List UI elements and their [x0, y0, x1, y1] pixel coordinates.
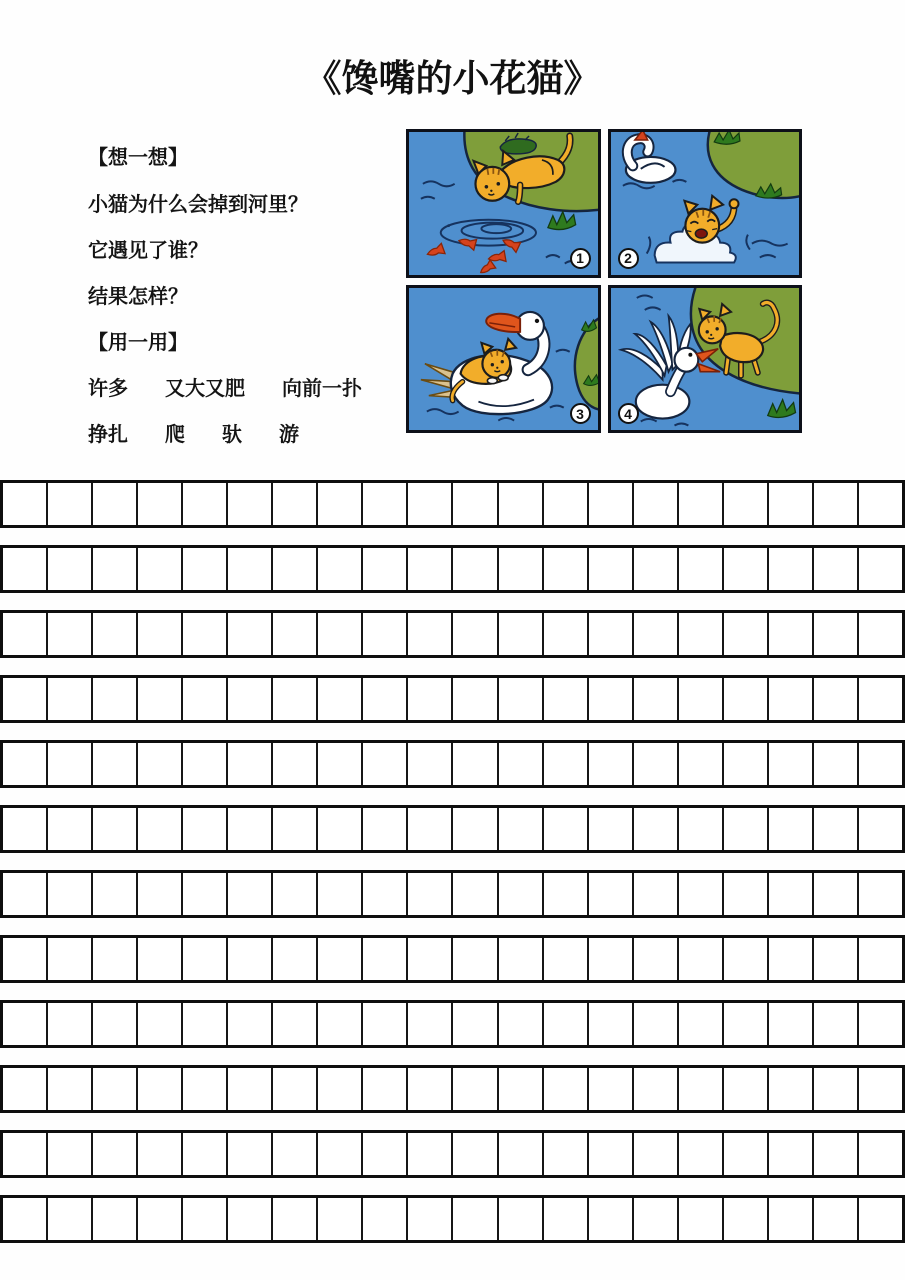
- writing-cell: [499, 1133, 544, 1175]
- writing-cell: [183, 1133, 228, 1175]
- writing-cell: [679, 548, 724, 590]
- writing-cell: [453, 1133, 498, 1175]
- writing-cell: [724, 873, 769, 915]
- writing-cell: [634, 743, 679, 785]
- writing-cell: [544, 548, 589, 590]
- writing-cell: [453, 613, 498, 655]
- writing-cell: [408, 873, 453, 915]
- writing-cell: [679, 613, 724, 655]
- writing-cell: [363, 548, 408, 590]
- writing-cell: [499, 938, 544, 980]
- writing-cell: [814, 873, 859, 915]
- writing-cell: [3, 548, 48, 590]
- writing-cell: [589, 808, 634, 850]
- writing-cell: [228, 873, 273, 915]
- writing-cell: [724, 938, 769, 980]
- writing-cell: [363, 938, 408, 980]
- writing-cell: [138, 873, 183, 915]
- writing-cell: [544, 938, 589, 980]
- writing-cell: [408, 1003, 453, 1045]
- writing-cell: [273, 938, 318, 980]
- writing-cell: [859, 483, 902, 525]
- writing-cell: [589, 1068, 634, 1110]
- writing-cell: [679, 483, 724, 525]
- writing-cell: [273, 873, 318, 915]
- writing-cell: [859, 873, 902, 915]
- use-words-row-1: [88, 372, 362, 401]
- writing-cell: [3, 1003, 48, 1045]
- goose-eye: [688, 352, 692, 356]
- writing-cell: [183, 808, 228, 850]
- writing-cell: [138, 1133, 183, 1175]
- writing-cell: [363, 873, 408, 915]
- writing-cell: [318, 678, 363, 720]
- writing-cell: [363, 1198, 408, 1240]
- writing-cell: [318, 1133, 363, 1175]
- writing-cell: [814, 743, 859, 785]
- writing-cell: [679, 678, 724, 720]
- writing-cell: [724, 808, 769, 850]
- writing-cell: [634, 873, 679, 915]
- writing-cell: [318, 1068, 363, 1110]
- writing-grid-row: [0, 480, 905, 528]
- writing-cell: [634, 1068, 679, 1110]
- writing-cell: [363, 808, 408, 850]
- writing-cell: [318, 548, 363, 590]
- writing-cell: [228, 808, 273, 850]
- writing-cell: [859, 808, 902, 850]
- writing-cell: [769, 1198, 814, 1240]
- writing-cell: [589, 743, 634, 785]
- writing-cell: [724, 1068, 769, 1110]
- writing-cell: [3, 1133, 48, 1175]
- writing-cell: [93, 613, 138, 655]
- writing-cell: [769, 1133, 814, 1175]
- writing-cell: [679, 1068, 724, 1110]
- writing-grid: [0, 480, 905, 1260]
- word-item: 挣扎: [88, 424, 128, 446]
- writing-cell: [814, 483, 859, 525]
- think-section-heading: 【想一想】: [88, 147, 188, 169]
- writing-cell: [859, 548, 902, 590]
- think-question-1: 小猫为什么会掉到河里？: [88, 194, 308, 216]
- writing-grid-row: [0, 1065, 905, 1113]
- writing-cell: [814, 678, 859, 720]
- writing-cell: [544, 483, 589, 525]
- writing-cell: [138, 678, 183, 720]
- writing-cell: [679, 743, 724, 785]
- writing-cell: [228, 743, 273, 785]
- use-section-heading: 【用一用】: [88, 332, 188, 354]
- writing-cell: [859, 1198, 902, 1240]
- writing-cell: [183, 873, 228, 915]
- writing-cell: [273, 808, 318, 850]
- writing-cell: [679, 938, 724, 980]
- writing-cell: [408, 613, 453, 655]
- writing-cell: [48, 1133, 93, 1175]
- writing-cell: [93, 808, 138, 850]
- writing-cell: [544, 613, 589, 655]
- writing-grid-row: [0, 545, 905, 593]
- writing-cell: [93, 483, 138, 525]
- writing-cell: [453, 1003, 498, 1045]
- writing-cell: [93, 1198, 138, 1240]
- writing-cell: [679, 808, 724, 850]
- word-item: 爬: [165, 424, 185, 446]
- writing-cell: [453, 1198, 498, 1240]
- writing-cell: [318, 1198, 363, 1240]
- writing-cell: [634, 1198, 679, 1240]
- writing-cell: [769, 808, 814, 850]
- writing-cell: [273, 1133, 318, 1175]
- word-item: 又大又肥: [165, 378, 245, 400]
- writing-cell: [318, 1003, 363, 1045]
- writing-cell: [634, 1003, 679, 1045]
- writing-cell: [679, 873, 724, 915]
- writing-cell: [544, 1133, 589, 1175]
- writing-cell: [48, 1003, 93, 1045]
- writing-cell: [228, 678, 273, 720]
- writing-grid-row: [0, 740, 905, 788]
- writing-cell: [318, 613, 363, 655]
- writing-cell: [138, 1068, 183, 1110]
- writing-cell: [363, 613, 408, 655]
- writing-cell: [453, 808, 498, 850]
- writing-cell: [453, 873, 498, 915]
- writing-cell: [499, 678, 544, 720]
- writing-cell: [3, 483, 48, 525]
- use-words-row-2: [88, 418, 299, 447]
- writing-cell: [228, 1133, 273, 1175]
- word-item: 游: [279, 424, 299, 446]
- writing-cell: [408, 483, 453, 525]
- writing-grid-row: [0, 610, 905, 658]
- writing-cell: [724, 1003, 769, 1045]
- writing-cell: [228, 613, 273, 655]
- panel-number-badge: 3: [570, 403, 591, 424]
- writing-cell: [453, 743, 498, 785]
- writing-cell: [544, 808, 589, 850]
- writing-cell: [634, 613, 679, 655]
- writing-cell: [814, 1133, 859, 1175]
- writing-cell: [228, 1198, 273, 1240]
- writing-cell: [589, 548, 634, 590]
- writing-cell: [724, 743, 769, 785]
- writing-cell: [769, 483, 814, 525]
- writing-cell: [544, 743, 589, 785]
- writing-cell: [138, 483, 183, 525]
- writing-cell: [408, 1133, 453, 1175]
- writing-cell: [634, 808, 679, 850]
- panel-number-badge: 2: [618, 248, 639, 269]
- writing-grid-row: [0, 870, 905, 918]
- writing-cell: [859, 678, 902, 720]
- writing-cell: [363, 743, 408, 785]
- writing-cell: [183, 613, 228, 655]
- writing-cell: [363, 1068, 408, 1110]
- writing-cell: [814, 1003, 859, 1045]
- panel-number-badge: 4: [618, 403, 639, 424]
- writing-cell: [724, 483, 769, 525]
- writing-cell: [724, 548, 769, 590]
- writing-cell: [183, 1198, 228, 1240]
- writing-cell: [679, 1133, 724, 1175]
- writing-cell: [453, 678, 498, 720]
- writing-cell: [183, 1068, 228, 1110]
- writing-cell: [48, 1198, 93, 1240]
- writing-cell: [724, 678, 769, 720]
- writing-cell: [859, 613, 902, 655]
- writing-cell: [3, 1198, 48, 1240]
- writing-cell: [408, 938, 453, 980]
- writing-cell: [48, 808, 93, 850]
- writing-cell: [589, 613, 634, 655]
- writing-cell: [859, 1133, 902, 1175]
- panel-number-badge: 1: [570, 248, 591, 269]
- writing-cell: [544, 873, 589, 915]
- writing-cell: [769, 938, 814, 980]
- writing-cell: [138, 743, 183, 785]
- writing-cell: [138, 1003, 183, 1045]
- writing-cell: [48, 938, 93, 980]
- writing-cell: [859, 1068, 902, 1110]
- writing-grid-row: [0, 1195, 905, 1243]
- writing-cell: [589, 1133, 634, 1175]
- writing-cell: [48, 1068, 93, 1110]
- writing-grid-row: [0, 1130, 905, 1178]
- writing-cell: [814, 808, 859, 850]
- writing-cell: [769, 548, 814, 590]
- writing-cell: [679, 1198, 724, 1240]
- writing-cell: [273, 1003, 318, 1045]
- panel-4-illustration: [611, 288, 800, 431]
- writing-cell: [634, 938, 679, 980]
- writing-cell: [499, 1068, 544, 1110]
- writing-cell: [589, 873, 634, 915]
- writing-cell: [814, 938, 859, 980]
- writing-cell: [363, 1133, 408, 1175]
- writing-cell: [634, 678, 679, 720]
- writing-cell: [453, 548, 498, 590]
- writing-cell: [93, 1133, 138, 1175]
- panel-1-illustration: [409, 132, 598, 275]
- writing-cell: [453, 483, 498, 525]
- writing-cell: [634, 548, 679, 590]
- writing-cell: [544, 678, 589, 720]
- writing-cell: [724, 613, 769, 655]
- writing-cell: [93, 1003, 138, 1045]
- writing-cell: [3, 873, 48, 915]
- writing-cell: [138, 808, 183, 850]
- writing-cell: [453, 1068, 498, 1110]
- writing-cell: [183, 548, 228, 590]
- word-item: 驮: [222, 424, 242, 446]
- writing-cell: [859, 1003, 902, 1045]
- writing-cell: [318, 808, 363, 850]
- writing-cell: [859, 938, 902, 980]
- writing-cell: [183, 743, 228, 785]
- writing-cell: [408, 808, 453, 850]
- writing-cell: [814, 613, 859, 655]
- writing-cell: [183, 483, 228, 525]
- writing-cell: [589, 1003, 634, 1045]
- writing-cell: [769, 1068, 814, 1110]
- writing-cell: [363, 1003, 408, 1045]
- writing-cell: [48, 548, 93, 590]
- writing-cell: [814, 1068, 859, 1110]
- writing-cell: [724, 1133, 769, 1175]
- writing-cell: [48, 873, 93, 915]
- writing-cell: [183, 1003, 228, 1045]
- writing-cell: [544, 1003, 589, 1045]
- writing-cell: [3, 1068, 48, 1110]
- writing-cell: [814, 1198, 859, 1240]
- writing-cell: [48, 743, 93, 785]
- writing-cell: [3, 808, 48, 850]
- writing-grid-row: [0, 805, 905, 853]
- writing-cell: [499, 548, 544, 590]
- writing-cell: [814, 548, 859, 590]
- think-question-3: 结果怎样？: [88, 286, 188, 308]
- writing-cell: [273, 483, 318, 525]
- writing-cell: [408, 1198, 453, 1240]
- comic-panel-3: [406, 285, 601, 434]
- writing-cell: [499, 808, 544, 850]
- writing-cell: [769, 613, 814, 655]
- writing-grid-row: [0, 935, 905, 983]
- comic-panel-4: [608, 285, 803, 434]
- writing-cell: [769, 1003, 814, 1045]
- writing-cell: [138, 548, 183, 590]
- writing-cell: [408, 548, 453, 590]
- writing-cell: [499, 613, 544, 655]
- writing-cell: [228, 548, 273, 590]
- writing-cell: [93, 548, 138, 590]
- writing-cell: [634, 1133, 679, 1175]
- writing-cell: [3, 613, 48, 655]
- worksheet-title: 《馋嘴的小花猫》: [304, 58, 601, 99]
- panel-2-illustration: [611, 132, 800, 275]
- writing-cell: [499, 1003, 544, 1045]
- writing-cell: [544, 1068, 589, 1110]
- writing-cell: [318, 483, 363, 525]
- writing-cell: [48, 613, 93, 655]
- writing-cell: [679, 1003, 724, 1045]
- comic-strip: [406, 129, 802, 433]
- writing-cell: [273, 1068, 318, 1110]
- writing-cell: [93, 938, 138, 980]
- writing-cell: [859, 743, 902, 785]
- writing-cell: [453, 938, 498, 980]
- writing-cell: [93, 743, 138, 785]
- water-dot: [447, 224, 450, 227]
- writing-cell: [408, 743, 453, 785]
- writing-cell: [589, 1198, 634, 1240]
- writing-cell: [769, 873, 814, 915]
- writing-cell: [499, 483, 544, 525]
- comic-panel-1: [406, 129, 601, 278]
- writing-cell: [183, 678, 228, 720]
- writing-cell: [273, 548, 318, 590]
- writing-cell: [273, 678, 318, 720]
- writing-cell: [408, 1068, 453, 1110]
- writing-cell: [228, 483, 273, 525]
- writing-cell: [724, 1198, 769, 1240]
- writing-cell: [634, 483, 679, 525]
- writing-cell: [273, 613, 318, 655]
- writing-cell: [138, 613, 183, 655]
- writing-cell: [499, 1198, 544, 1240]
- word-item: 向前一扑: [282, 378, 362, 400]
- writing-cell: [3, 743, 48, 785]
- writing-cell: [544, 1198, 589, 1240]
- think-question-2: 它遇见了谁？: [88, 240, 208, 262]
- writing-cell: [183, 938, 228, 980]
- writing-cell: [318, 743, 363, 785]
- writing-cell: [228, 1003, 273, 1045]
- writing-cell: [499, 743, 544, 785]
- writing-cell: [93, 873, 138, 915]
- writing-cell: [93, 1068, 138, 1110]
- writing-grid-row: [0, 675, 905, 723]
- goose-eye: [535, 318, 539, 322]
- writing-cell: [3, 938, 48, 980]
- writing-cell: [228, 1068, 273, 1110]
- writing-cell: [273, 1198, 318, 1240]
- writing-cell: [48, 483, 93, 525]
- writing-cell: [138, 938, 183, 980]
- writing-cell: [138, 1198, 183, 1240]
- writing-cell: [318, 873, 363, 915]
- writing-cell: [363, 678, 408, 720]
- writing-cell: [408, 678, 453, 720]
- comic-panel-2: [608, 129, 803, 278]
- writing-cell: [499, 873, 544, 915]
- writing-cell: [48, 678, 93, 720]
- writing-cell: [589, 678, 634, 720]
- writing-grid-row: [0, 1000, 905, 1048]
- panel-3-illustration: [409, 288, 598, 431]
- writing-cell: [769, 743, 814, 785]
- writing-cell: [273, 743, 318, 785]
- writing-cell: [3, 678, 48, 720]
- writing-cell: [769, 678, 814, 720]
- writing-cell: [93, 678, 138, 720]
- writing-cell: [589, 483, 634, 525]
- word-item: 许多: [88, 378, 128, 400]
- writing-cell: [363, 483, 408, 525]
- writing-cell: [228, 938, 273, 980]
- writing-cell: [318, 938, 363, 980]
- writing-cell: [589, 938, 634, 980]
